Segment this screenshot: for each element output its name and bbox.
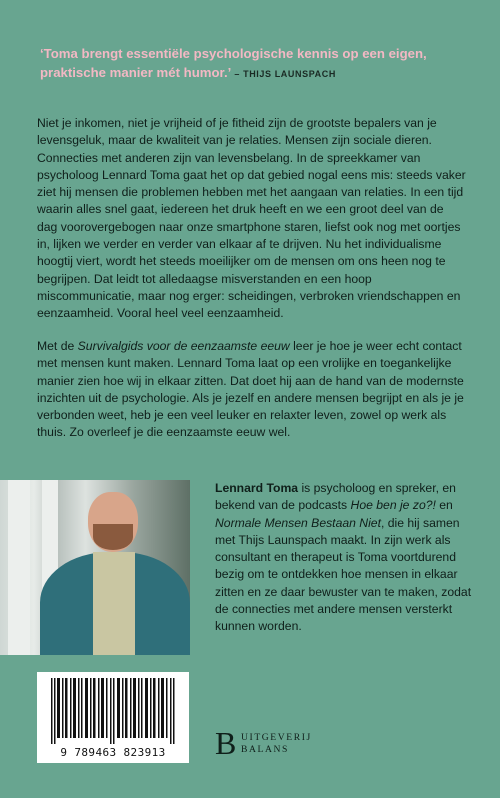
author-name: Lennard Toma: [215, 481, 299, 495]
background-pillar: [8, 480, 30, 655]
bio-text: en: [435, 498, 453, 513]
book-title: Survivalgids voor de eenzaamste eeuw: [77, 339, 290, 353]
isbn-digits: 9 789463 823913: [60, 746, 166, 759]
p2-intro: Met de: [37, 339, 78, 353]
isbn-barcode: [37, 672, 189, 763]
podcast-title-2: Normale Mensen Bestaan Niet: [215, 515, 381, 530]
review-quote: [40, 44, 470, 84]
publisher-mark: B: [215, 725, 237, 761]
bio-text: , die hij samen met Thijs Launspach maakt. In zijn werk als consultant en therapeut is Toma voortdurend bezig om te ontdekken hoe mensen in elkaar zitten en ze daar bewuster van te maken, zodat de connecties met andere mensen versterkt kunnen worden.: [215, 515, 472, 634]
quote-text: ‘Toma brengt essentiële psychologische kennis op een eigen, praktische manier mét humor.’: [40, 46, 427, 80]
quote-author: – THIJS LAUNSPACH: [231, 69, 336, 79]
blurb-paragraph-2: [37, 338, 467, 442]
barcode-bars: [43, 678, 183, 744]
author-bio: [215, 480, 475, 636]
podcast-title-1: Hoe ben je zo?!: [350, 498, 436, 513]
p2-body: leer je hoe je weer echt contact met mensen kunt maken. Lennard Toma laat op een vrolijke en toegankelijke manier zien hoe wij in elkaar zitten. Dat doet hij aan de hand van de modernste inzichten uit de psychologie. Als je jezelf en andere mensen begrijpt en als je je verbonden weet, heb je een veel leuker en relaxter leven, zowel op werk als thuis. Zo overleef je die eenzaamste eeuw wel.: [37, 339, 464, 440]
author-shirt: [93, 552, 135, 655]
blurb-paragraph-1: Niet je inkomen, niet je vrijheid of je fitheid zijn de grootste bepalers van je levensgeluk, maar de kwaliteit van je relaties. Mensen zijn sociale dieren. Connecties met anderen zijn van levensbelang. In de spreekkamer van psycholoog Lennard Toma gaat het op dat gebied nogal eens mis: steeds vaker ziet hij mensen die problemen hebben met het aangaan van relaties. In een tijd waarin alles snel gaat, iedereen het druk heeft en we een groot deel van de dag voorovergebogen naar onze smartphone staren, liefst ook nog met oortjes in, lijken we verder en verder van elkaar af te drijven. Nu het individualisme hoogtij viert, wordt het steeds moeilijker om de mensen om ons heen nog te begrijpen. Dat leidt tot alledaagse misverstanden en een hoop miscommunicatie, maar nog erger: scheidingen, verbroken vriendschappen en eenzaamheid. Vooral heel veel eenzaamheid.: [37, 116, 466, 321]
publisher-name: UITGEVERIJ BALANS: [241, 732, 312, 755]
bio-text: is psycholoog en spreker, en bekend van de podcasts: [215, 481, 456, 513]
author-photo: [0, 480, 190, 655]
author-beard: [93, 524, 133, 550]
